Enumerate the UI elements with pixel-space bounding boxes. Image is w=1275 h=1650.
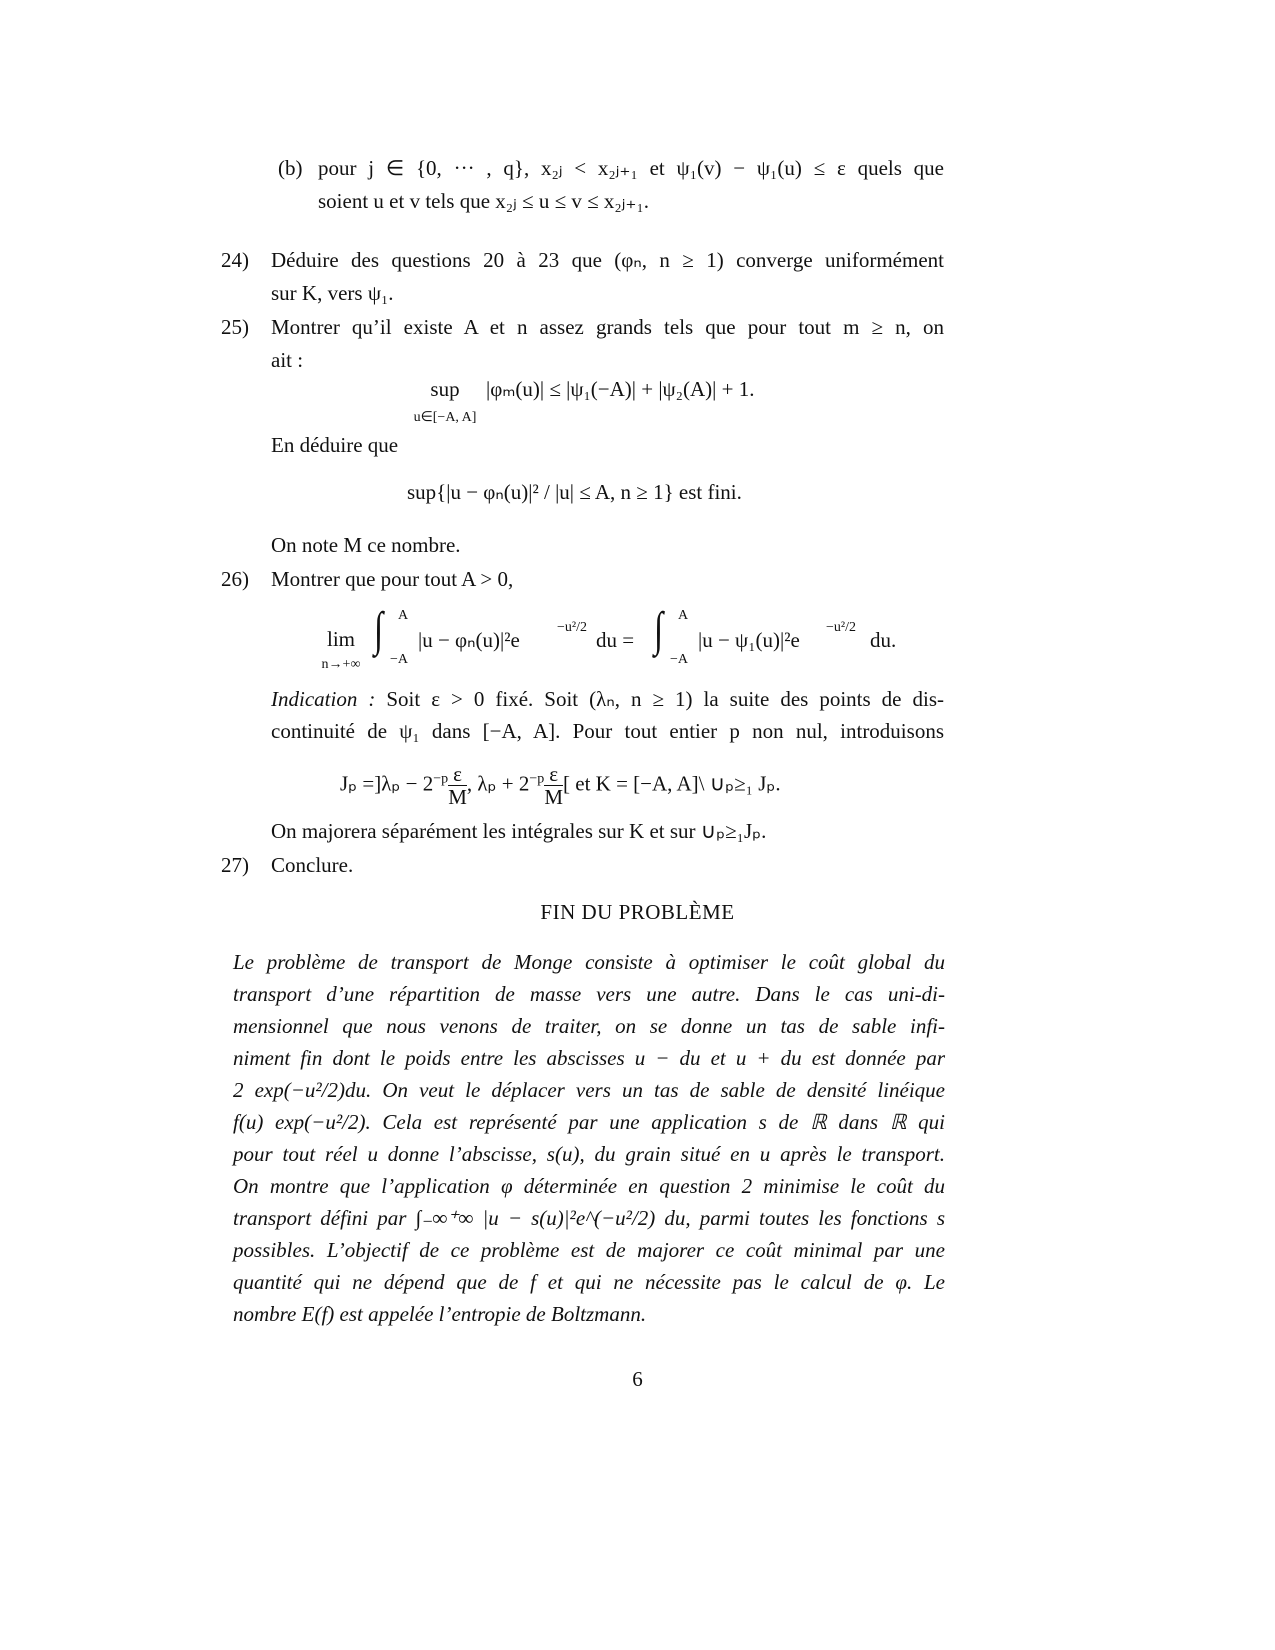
text-deduce: En déduire que [271, 433, 399, 457]
hint-line2: continuité de ψ₁ dans [−A, A]. Pour tout entier p non nul, introduisons [271, 719, 944, 743]
closing-line: transport défini par ∫₋∞⁺∞ |u − s(u)|²e^(−u²/2) du, parmi toutes les fonctions s [233, 1206, 945, 1230]
closing-line: Le problème de transport de Monge consiste à optimiser le coût global du [233, 950, 945, 974]
item-b-line1: pour j ∈ {0, ··· , q}, x₂ⱼ < x₂ⱼ₊₁ et ψ₁(v) − ψ₁(u) ≤ ε quels que [318, 156, 944, 180]
closing-line: On montre que l’application φ déterminée en question 2 minimise le coût du [233, 1174, 945, 1198]
integral-1-lower: −A [390, 652, 409, 667]
question-24-line1: Déduire des questions 20 à 23 que (φₙ, n ≥ 1) converge uniformément [271, 248, 944, 272]
closing-line: possibles. L’objectif de ce problème est de majorer ce coût minimal par une [233, 1238, 945, 1262]
closing-line: transport d’une répartition de masse vers une autre. Dans le cas uni-di- [233, 982, 945, 1006]
integral-2-lower: −A [670, 652, 689, 667]
question-24-label: 24) [221, 248, 249, 272]
question-27-line1: Conclure. [271, 853, 354, 877]
page-number: 6 [632, 1367, 643, 1391]
closing-paragraph [233, 946, 945, 1330]
closing-line: mensionnel que nous venons de traiter, on se donne un tas de sable infi- [233, 1014, 945, 1038]
question-25-line1: Montrer qu’il existe A et n assez grands tels que pour tout m ≥ n, on [271, 315, 944, 339]
closing-line: quantité qui ne dépend que de f et qui ne nécessite pas le calcul de φ. Le [233, 1270, 945, 1294]
formula-jp: $J_p =]\lambda_p - 2^{-p}$ $\frac{\varepsilon}{M}$ , $\lambda_p + 2^{-p}$ $\frac{\varepsilon}{M}$ [ et K = [−A, A]\ ∪ₚ≥₁ Jₚ. [340, 762, 781, 809]
limit-operator: lim n→+∞ [321, 627, 361, 672]
integral-sign-1: ∫ [373, 603, 384, 656]
question-26-line1: Montrer que pour tout A > 0, [271, 567, 514, 591]
formula-sup-op: sup u∈[−A, A] [413, 377, 477, 425]
closing-line: niment fin dont le poids entre les abscisses u − du et u + du est donnée par [233, 1046, 945, 1070]
integral-2-upper: A [678, 608, 689, 623]
question-25-line2: ait : [271, 348, 304, 372]
du-end: du. [870, 628, 897, 652]
integrand-1: |u − φₙ(u)|²e [418, 628, 520, 652]
question-26-label: 26) [221, 567, 249, 591]
hint-label: Indication : [271, 687, 376, 711]
du-equals: du = [596, 628, 635, 652]
integrand-2: |u − ψ₁(u)|²e [698, 628, 800, 652]
text-majorera: On majorera séparément les intégrales sur K et sur ∪ₚ≥₁Jₚ. [271, 819, 767, 843]
end-title: FIN DU PROBLÈME [540, 900, 735, 924]
closing-line: nombre E(f) est appelée l’entropie de Boltzmann. [233, 1302, 647, 1326]
closing-line: pour tout réel u donne l’abscisse, s(u), du grain situé en u après le transport. [233, 1142, 945, 1166]
text-note-m: On note M ce nombre. [271, 533, 461, 557]
exponent-1: −u²/2 [557, 620, 587, 635]
closing-line: f(u) exp(−u²/2). Cela est représenté par une application s de ℝ dans ℝ qui [233, 1110, 945, 1134]
item-b-line2: soient u et v tels que x₂ⱼ ≤ u ≤ v ≤ x₂ⱼ₊₁. [318, 189, 650, 213]
closing-line: 2 exp(−u²/2)du. On veut le déplacer vers un tas de sable de densité linéique [233, 1078, 945, 1102]
hint-line1: Indication : Soit ε > 0 fixé. Soit (λₙ, n ≥ 1) la suite des points de dis- [271, 687, 945, 711]
integral-1-upper: A [398, 608, 409, 623]
formula-sup-body: |φₘ(u)| ≤ |ψ₁(−A)| + |ψ₂(A)| + 1. [486, 377, 755, 401]
question-27-label: 27) [221, 853, 249, 877]
question-24-line2: sur K, vers ψ₁. [271, 281, 394, 305]
question-25-label: 25) [221, 315, 249, 339]
exponent-2: −u²/2 [826, 620, 856, 635]
integral-sign-2: ∫ [653, 603, 664, 656]
item-b-label: (b) [278, 156, 303, 180]
formula-sup-set: sup{|u − φₙ(u)|² / |u| ≤ A, n ≥ 1} est fini. [407, 480, 742, 504]
